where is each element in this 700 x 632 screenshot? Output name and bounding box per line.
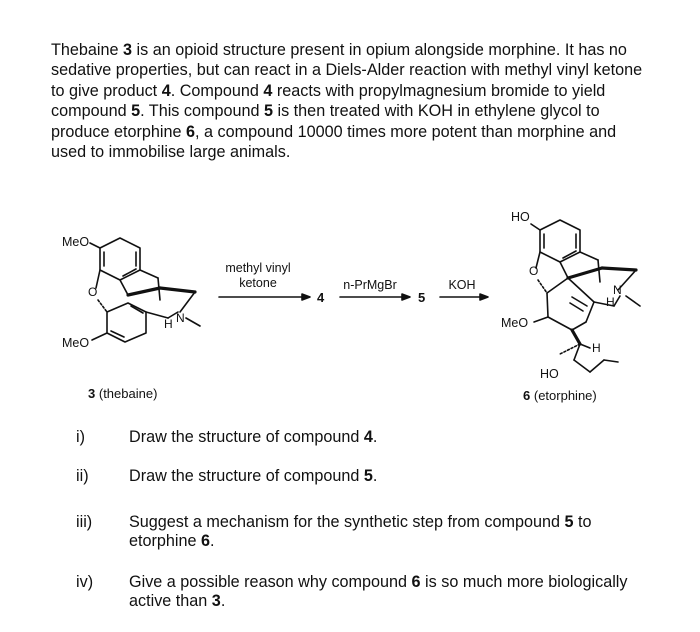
step2-reagent: n-PrMgBr	[343, 278, 397, 292]
etorphine-structure	[531, 220, 640, 372]
etorphine-h: H	[592, 341, 601, 355]
etorphine-ho-bottom: HO	[540, 367, 559, 381]
arrow-3	[440, 294, 488, 300]
etorphine-label: 6 (etorphine)	[523, 388, 597, 403]
thebaine-h: H	[164, 317, 173, 331]
arrow-2	[340, 294, 410, 300]
thebaine-label: 3 (thebaine)	[88, 386, 158, 401]
thebaine-meo-bottom: MeO	[62, 336, 90, 350]
intro-paragraph: Thebaine 3 is an opioid structure present in opium alongside morphine. It has no sedative properties, but can react in a Diels-Alder reaction with methyl vinyl ketone to give product 4. Compound 4 reacts with propylmagnesium bromide to yield compound 5. This compound 5 is then treated with KOH in ethylene glycol to produce etorphine 6, a compound 10000 times more potent than morphine and used to immobilise large animals.	[51, 41, 643, 162]
step1-reagent-line1: methyl vinyl	[225, 261, 291, 275]
thebaine-meo-top: MeO	[62, 235, 90, 249]
question-text: Suggest a mechanism for the synthetic step from compound 5 to etorphine 6.	[129, 513, 592, 550]
step1-reagent-line2: ketone	[239, 276, 277, 290]
etorphine-meo: MeO	[501, 316, 529, 330]
question-number: iv)	[76, 573, 94, 591]
question-text: Draw the structure of compound 5.	[129, 467, 378, 485]
thebaine-n: N	[176, 311, 185, 325]
etorphine-o: O	[529, 264, 539, 278]
etorphine-h-n: H	[606, 295, 615, 309]
thebaine-structure	[90, 238, 200, 342]
question-number: ii)	[76, 467, 89, 485]
etorphine-ho-top: HO	[511, 210, 530, 224]
question-number: i)	[76, 428, 85, 446]
question-number: iii)	[76, 513, 93, 531]
arrow-1	[219, 294, 310, 300]
etorphine-n: N	[613, 283, 622, 297]
compound-5-label: 5	[418, 290, 426, 305]
compound-4-label: 4	[317, 290, 325, 305]
thebaine-o: O	[88, 285, 98, 299]
step3-reagent: KOH	[448, 278, 476, 292]
question-text: Draw the structure of compound 4.	[129, 428, 378, 446]
question-text: Give a possible reason why compound 6 is so much more biologically active than 3.	[129, 573, 628, 610]
